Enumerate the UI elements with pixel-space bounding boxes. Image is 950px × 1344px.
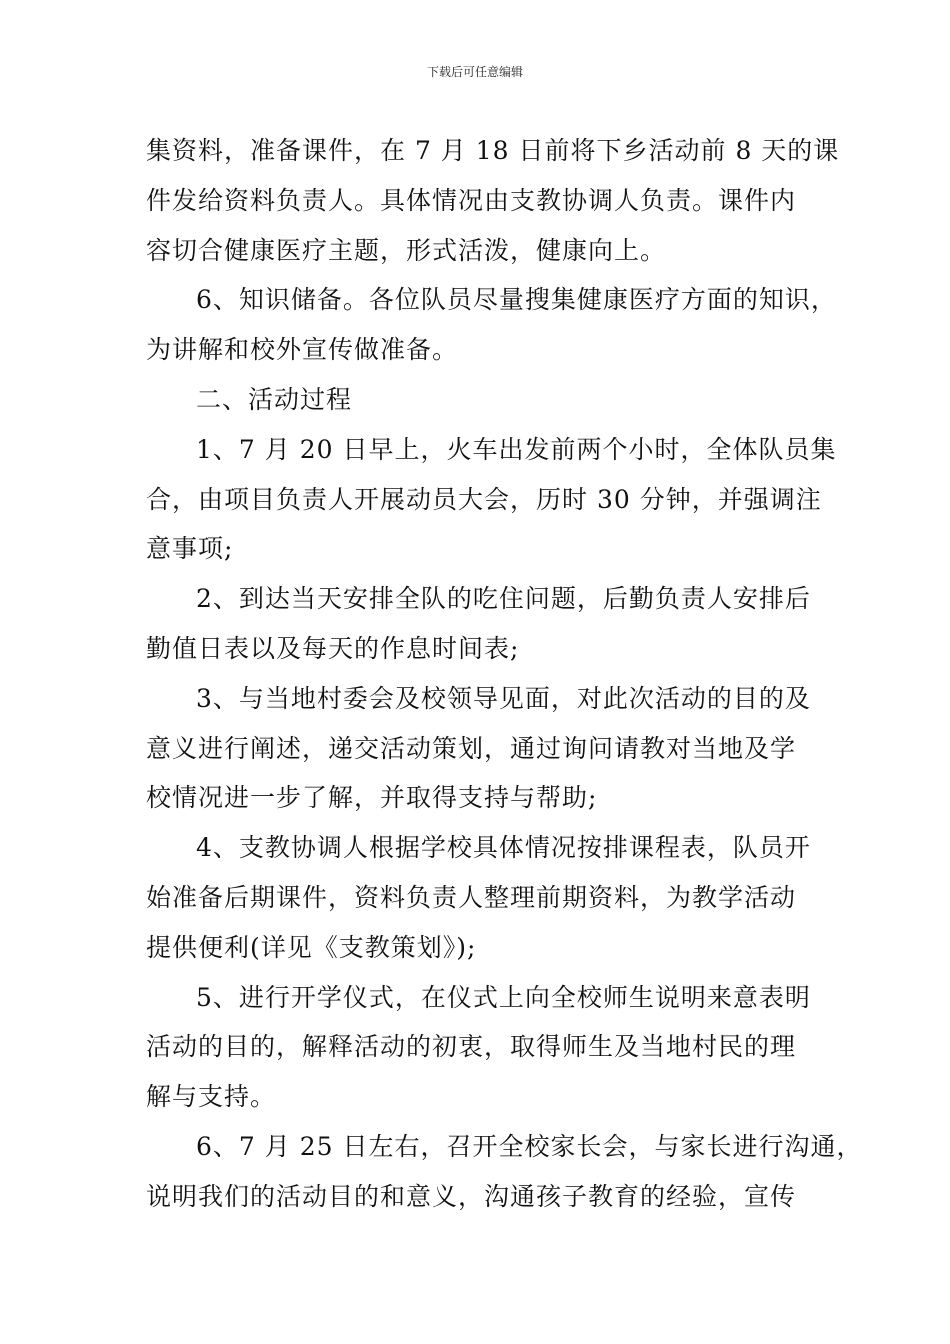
text-line: 4、支教协调人根据学校具体情况按排课程表，队员开 [196,833,811,863]
text-line: 件发给资料负责人。具体情况由支教协调人负责。课件内 [146,185,797,215]
paragraph-1 [146,126,840,275]
text-line: 提供便利(详见《支教策划》); [146,932,477,962]
text-line: 意事项; [146,534,234,564]
page-header-note: 下载后可任意编辑 [426,65,523,79]
text-line: 始准备后期课件，资料负责人整理前期资料，为教学活动 [146,882,797,912]
paragraph-4 [146,574,826,674]
text-line: 活动的目的，解释活动的初衷，取得师生及当地村民的理 [146,1032,797,1062]
text-line: 意义进行阐述，递交活动策划，通过询问请教对当地及学 [146,733,797,763]
text-line: 解与支持。 [146,1082,277,1112]
section-heading [146,375,826,425]
text-line: 1、7 月 20 日早上，火车出发前两个小时，全体队员集 [196,434,837,464]
heading-text: 二、活动过程 [196,384,353,414]
text-line: 集资料，准备课件，在 7 月 18 日前将下乡活动前 8 天的课 [146,136,840,165]
paragraph-5 [146,674,826,823]
text-line: 5、进行开学仪式，在仪式上向全校师生说明来意表明 [196,982,811,1012]
text-line: 6、7 月 25 日左右，召开全校家长会，与家长进行沟通， [196,1131,863,1161]
text-line: 合，由项目负责人开展动员大会，历时 30 分钟，并强调注 [146,484,822,514]
text-line: 勤值日表以及每天的作息时间表; [146,633,520,663]
paragraph-3 [146,425,837,574]
document-body [146,126,863,1222]
text-line: 校情况进一步了解，并取得支持与帮助; [146,783,598,813]
text-line: 说明我们的活动目的和意义，沟通孩子教育的经验，宣传 [146,1181,797,1211]
text-line: 2、到达当天安排全队的吃住问题，后勤负责人安排后 [196,584,811,614]
paragraph-8 [146,1122,863,1222]
paragraph-2 [146,275,837,375]
text-line: 3、与当地村委会及校领导见面，对此次活动的目的及 [196,683,811,713]
text-line: 为讲解和校外宣传做准备。 [146,335,459,365]
text-line: 6、知识储备。各位队员尽量搜集健康医疗方面的知识， [196,285,837,315]
paragraph-7 [146,973,826,1122]
text-line: 容切合健康医疗主题，形式活泼，健康向上。 [146,235,667,265]
paragraph-6 [146,823,826,972]
